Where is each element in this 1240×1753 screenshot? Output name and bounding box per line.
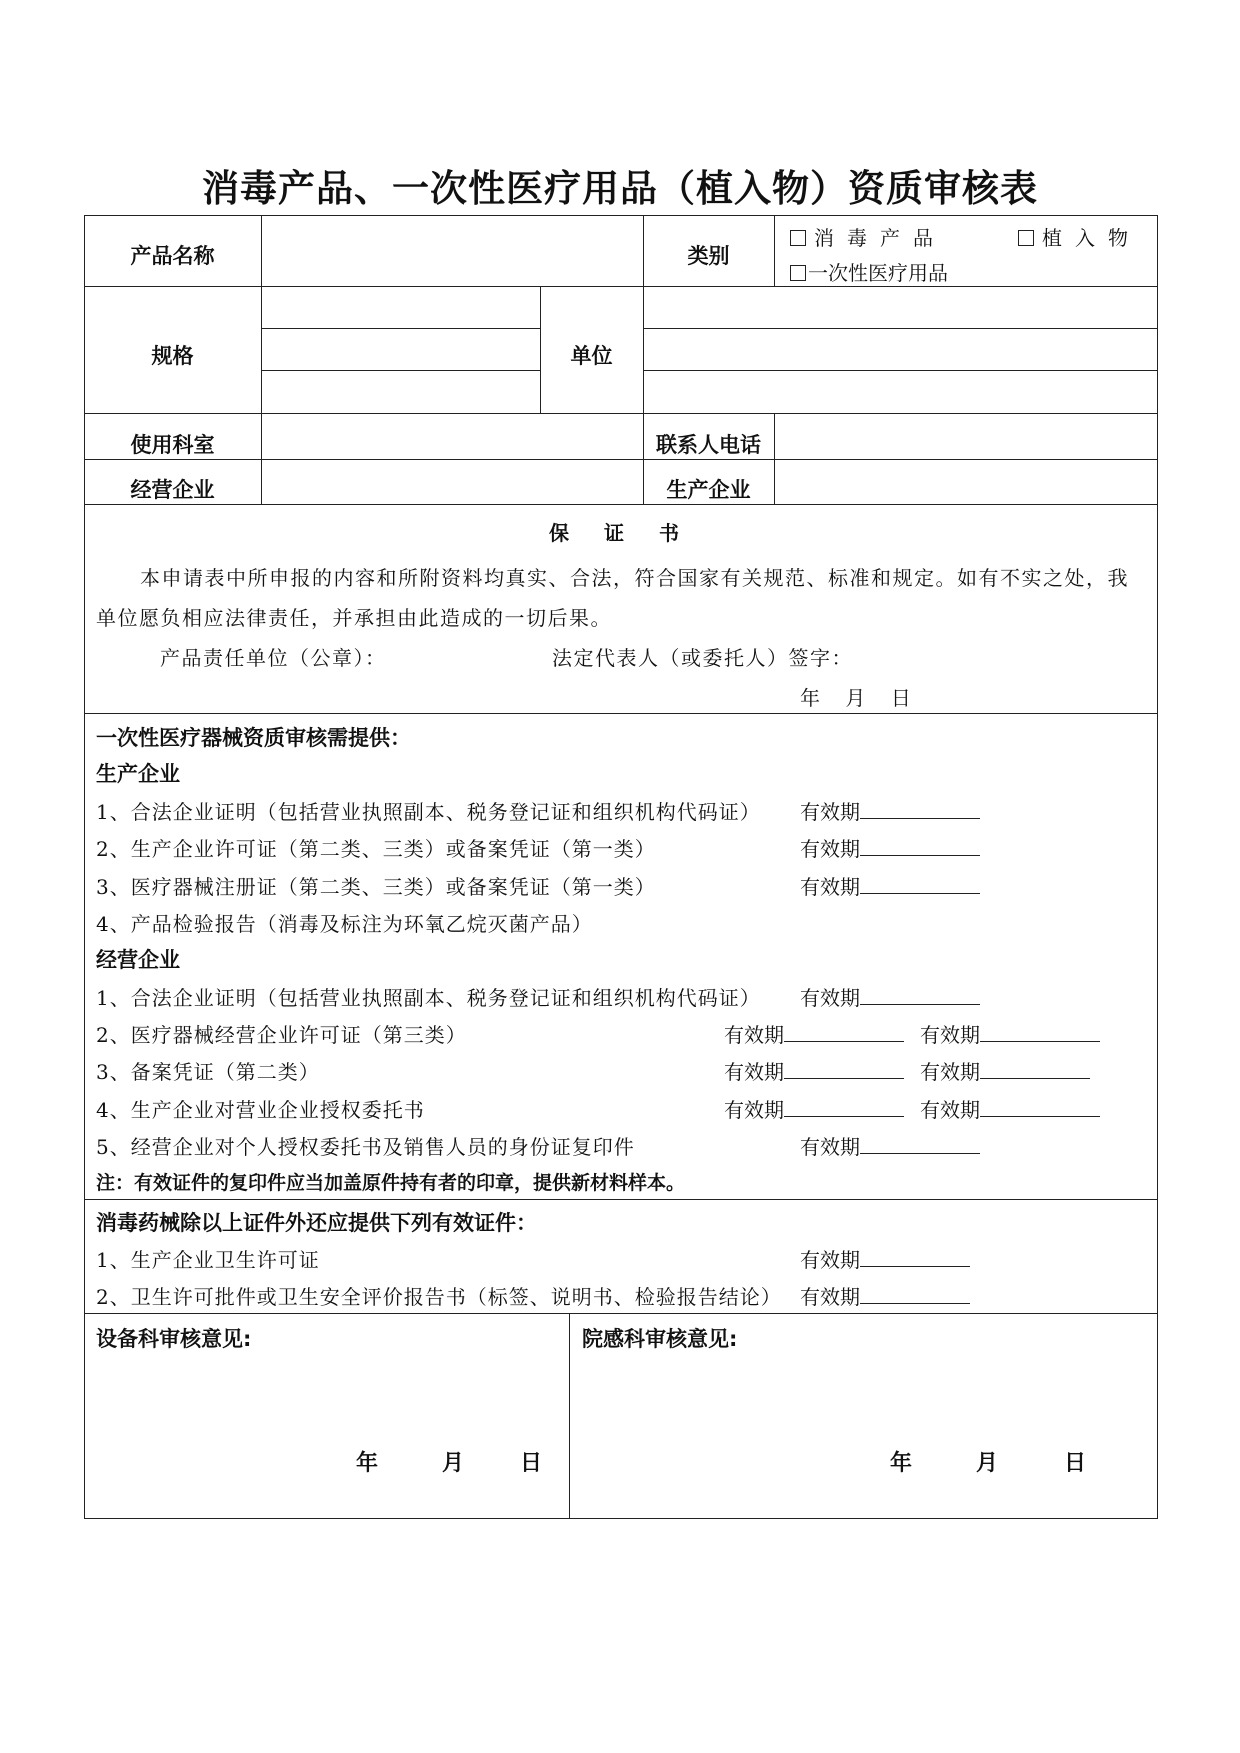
department-label: 使用科室 [130, 433, 215, 457]
unit-field-3[interactable] [645, 372, 1157, 412]
list-item: 1、合法企业证明（包括营业执照副本、税务登记证和组织机构代码证） [96, 986, 761, 1010]
list-item: 3、医疗器械注册证（第二类、三类）或备案凭证（第一类） [96, 875, 656, 899]
equipment-review-label: 设备科审核意见: [96, 1327, 252, 1351]
date-day: 日 [520, 1451, 543, 1476]
unit-field-1[interactable] [645, 288, 1157, 327]
distributor-heading: 经营企业 [96, 948, 180, 972]
validity-field[interactable]: 有效期 [724, 1094, 904, 1123]
list-item: 5、经营企业对个人授权委托书及销售人员的身份证复印件 [96, 1135, 635, 1159]
equipment-review-field[interactable] [86, 1356, 567, 1446]
spec-label: 规格 [151, 344, 194, 368]
manufacturer-label: 生产企业 [666, 478, 751, 502]
validity-field[interactable]: 有效期 [800, 1244, 970, 1273]
list-item: 1、生产企业卫生许可证 [96, 1248, 320, 1272]
checkbox-icon[interactable] [790, 230, 806, 246]
manufacturer-heading: 生产企业 [96, 762, 180, 786]
validity-field[interactable]: 有效期 [800, 796, 980, 825]
list-item: 2、医疗器械经营企业许可证（第三类） [96, 1023, 467, 1047]
list-item: 1、合法企业证明（包括营业执照副本、税务登记证和组织机构代码证） [96, 800, 761, 824]
department-field[interactable] [263, 415, 641, 458]
list-item: 4、产品检验报告（消毒及标注为环氧乙烷灭菌产品） [96, 912, 593, 936]
category-option-disinfectant[interactable]: 消毒产品 [790, 222, 946, 251]
category-label: 类别 [687, 244, 730, 268]
date-year: 年 [890, 1451, 913, 1476]
category-option-disposable[interactable]: 一次性医疗用品 [790, 257, 948, 286]
guarantee-body-line-1: 本申请表中所申报的内容和所附资料均真实、合法，符合国家有关规范、标准和规定。如有不实之处，我 [140, 566, 1129, 590]
date-month: 月 [442, 1451, 465, 1476]
list-item: 3、备案凭证（第二类） [96, 1060, 320, 1084]
guarantee-date: 年 月 日 [800, 686, 911, 710]
requirements-heading: 一次性医疗器械资质审核需提供： [96, 726, 411, 750]
validity-field[interactable]: 有效期 [800, 1281, 970, 1310]
spec-field-2[interactable] [263, 330, 539, 369]
note-text: 注：有效证件的复印件应当加盖原件持有者的印章，提供新材料样本。 [96, 1172, 686, 1194]
date-day: 日 [1064, 1451, 1087, 1476]
spec-field-3[interactable] [263, 372, 539, 412]
distributor-field[interactable] [263, 461, 641, 503]
validity-field[interactable]: 有效期 [920, 1056, 1090, 1085]
checkbox-icon[interactable] [790, 265, 806, 281]
unit-field-2[interactable] [645, 330, 1157, 369]
responsible-unit-label: 产品责任单位（公章）： [160, 646, 387, 670]
product-name-label: 产品名称 [130, 244, 215, 268]
validity-field[interactable]: 有效期 [724, 1056, 904, 1085]
validity-field[interactable]: 有效期 [920, 1019, 1100, 1048]
product-name-field[interactable] [263, 217, 641, 285]
validity-field[interactable]: 有效期 [724, 1019, 904, 1048]
list-item: 2、生产企业许可证（第二类、三类）或备案凭证（第一类） [96, 837, 656, 861]
date-year: 年 [356, 1451, 379, 1476]
validity-field[interactable]: 有效期 [800, 871, 980, 900]
validity-field[interactable]: 有效期 [920, 1094, 1100, 1123]
date-month: 月 [976, 1451, 999, 1476]
infection-review-label: 院感科审核意见: [582, 1327, 738, 1351]
form-title: 消毒产品、一次性医疗用品（植入物）资质审核表 [202, 167, 1038, 210]
legal-rep-signature-label: 法定代表人（或委托人）签字： [552, 646, 853, 670]
infection-review-field[interactable] [572, 1356, 1157, 1446]
guarantee-heading: 保 证 书 [549, 521, 693, 545]
validity-field[interactable]: 有效期 [800, 982, 980, 1011]
unit-label: 单位 [570, 344, 613, 368]
spec-field-1[interactable] [263, 288, 539, 327]
guarantee-body-line-2: 单位愿负相应法律责任，并承担由此造成的一切后果。 [96, 606, 612, 630]
validity-field[interactable]: 有效期 [800, 1131, 980, 1160]
category-option-implant[interactable]: 植入物 [1018, 222, 1141, 251]
checkbox-icon[interactable] [1018, 230, 1034, 246]
manufacturer-field[interactable] [776, 461, 1157, 503]
list-item: 4、生产企业对营业企业授权委托书 [96, 1098, 425, 1122]
contact-phone-label: 联系人电话 [656, 433, 761, 457]
contact-phone-field[interactable] [776, 415, 1157, 458]
disinfectant-heading: 消毒药械除以上证件外还应提供下列有效证件： [96, 1211, 537, 1235]
list-item: 2、卫生许可批件或卫生安全评价报告书（标签、说明书、检验报告结论） [96, 1285, 782, 1309]
validity-field[interactable]: 有效期 [800, 833, 980, 862]
distributor-label: 经营企业 [130, 478, 215, 502]
